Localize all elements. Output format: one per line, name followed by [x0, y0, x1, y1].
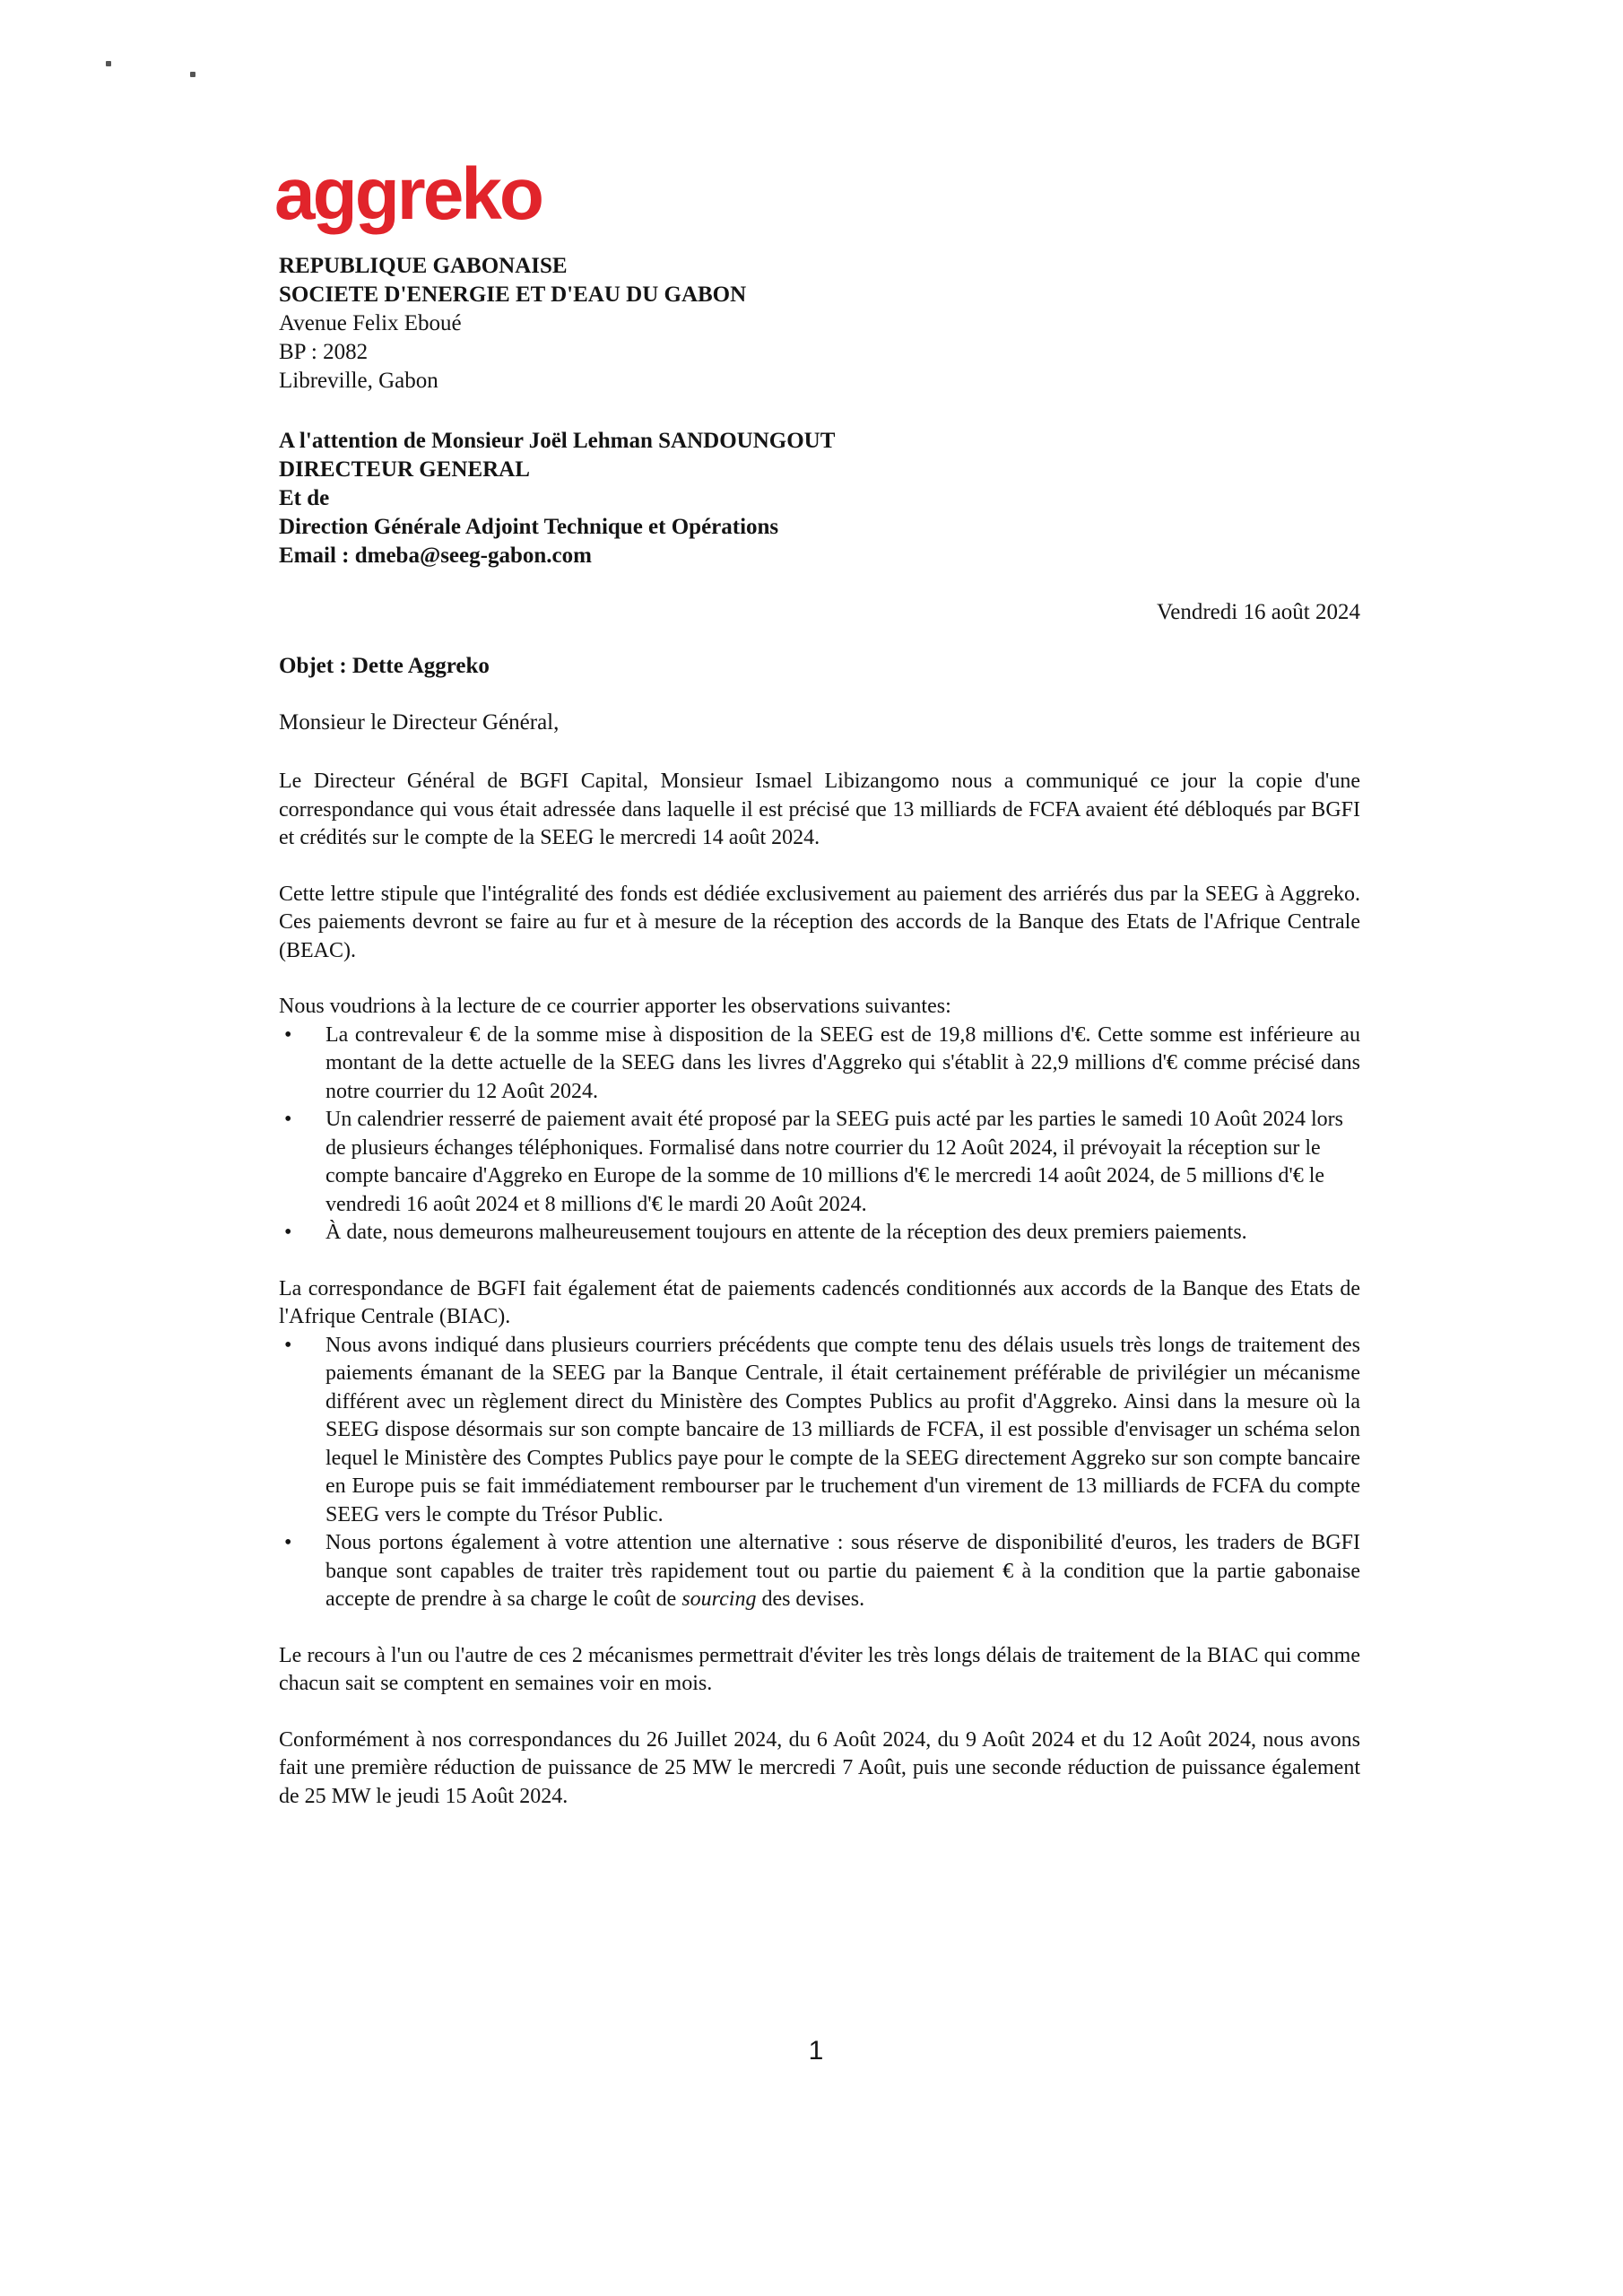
- list-item: • Un calendrier resserré de paiement avait été proposé par la SEEG puis acté par les parties le samedi 10 Août 2024 lors de plusieurs échanges téléphoniques. Formalisé dans notre courrier du 12 Août 2024, il prévoyait la réception sur le compte bancaire d'Aggreko en Europe de la somme de 10 millions d'€ le mercredi 14 août 2024, de 5 millions d'€ le vendredi 16 août 2024 et 8 millions d'€ le mardi 20 Août 2024.: [325, 1106, 1360, 1219]
- attention-line: A l'attention de Monsieur Joël Lehman SANDOUNGOUT: [279, 429, 836, 453]
- mechanisms-list: [279, 1332, 1360, 1614]
- attention-title: DIRECTEUR GENERAL: [279, 457, 530, 482]
- attention-block: [279, 427, 835, 570]
- body-paragraph: Cette lettre stipule que l'intégralité des fonds est dédiée exclusivement au paiement des arriérés dus par la SEEG à Aggreko. Ces paiements devront se faire au fur et à mesure de la réception des accords de la Banque des Etats de l'Afrique Centrale (BEAC).: [279, 882, 1360, 962]
- list-item-text: Nous portons également à votre attention une alternative : sous réserve de disponibilité d'euros, les traders de BGFI banque sont capables de traiter très rapidement tout ou partie du paiement € à la condition que la partie gabonaise accepte de prendre à sa charge le coût de: [325, 1531, 1360, 1611]
- attention-email: Email : dmeba@seeg-gabon.com: [279, 544, 592, 568]
- attention-conjunction: Et de: [279, 486, 330, 510]
- recipient-city: Libreville, Gabon: [279, 369, 438, 393]
- letter-body: [279, 768, 1360, 1839]
- list-item: • Nous avons indiqué dans plusieurs courriers précédents que compte tenu des délais usuels très longs de traitement des paiements émanant de la SEEG par la Banque Centrale, il était certainement préférable de privilégier un mécanisme différent avec un règlement direct du Ministère des Comptes Publics au profit d'Aggreko. Ainsi dans la mesure où la SEEG dispose désormais sur son compte bancaire de 13 milliards de FCFA, il est possible d'envisager un schéma selon lequel le Ministère des Comptes Publics paye pour le compte de la SEEG directement Aggreko sur son compte bancaire en Europe puis se fait immédiatement rembourser par le truchement d'un virement de 13 milliards de FCFA du compte SEEG vers le compte du Trésor Public.: [325, 1332, 1360, 1530]
- letter-subject: Objet : Dette Aggreko: [279, 654, 490, 678]
- observations-list: [279, 1022, 1360, 1248]
- aggreko-logo: aggreko: [274, 153, 542, 235]
- recipient-company: SOCIETE D'ENERGIE ET D'EAU DU GABON: [279, 283, 747, 307]
- body-paragraph: Conformément à nos correspondances du 26 Juillet 2024, du 6 Août 2024, du 9 Août 2024 et du 12 Août 2024, nous avons fait une première réduction de puissance de 25 MW le mercredi 7 Août, puis une seconde réduction de puissance également de 25 MW le jeudi 15 Août 2024.: [279, 1727, 1360, 1808]
- recipient-po-box: BP : 2082: [279, 340, 369, 364]
- list-item-text: des devises.: [756, 1587, 865, 1611]
- salutation: Monsieur le Directeur Général,: [279, 710, 560, 735]
- italic-term: sourcing: [681, 1587, 757, 1611]
- page-number: 1: [808, 2036, 824, 2066]
- body-paragraph: Nous voudrions à la lecture de ce courrier apporter les observations suivantes:: [279, 995, 951, 1018]
- scan-speck: [190, 72, 195, 77]
- attention-department: Direction Générale Adjoint Technique et Opérations: [279, 515, 779, 539]
- recipient-address-block: [279, 252, 746, 396]
- body-paragraph: Le Directeur Général de BGFI Capital, Monsieur Ismael Libizangomo nous a communiqué ce jour la copie d'une correspondance qui vous était adressée dans laquelle il est précisé que 13 milliards de FCFA avaient été débloqués par BGFI et crédités sur le compte de la SEEG le mercredi 14 août 2024.: [279, 770, 1360, 849]
- scan-speck: [106, 61, 111, 66]
- list-item: [325, 1529, 1360, 1614]
- body-paragraph: La correspondance de BGFI fait également état de paiements cadencés conditionnés aux accords de la Banque des Etats de l'Afrique Centrale (BIAC).: [279, 1276, 1360, 1328]
- letter-date: Vendredi 16 août 2024: [1156, 600, 1360, 624]
- list-item: • À date, nous demeurons malheureusement toujours en attente de la réception des deux premiers paiements.: [325, 1219, 1360, 1248]
- recipient-street: Avenue Felix Eboué: [279, 311, 462, 335]
- recipient-country: REPUBLIQUE GABONAISE: [279, 254, 568, 278]
- list-item: • La contrevaleur € de la somme mise à disposition de la SEEG est de 19,8 millions d'€. Cette somme est inférieure au montant de la dette actuelle de la SEEG dans les livres d'Aggreko qui s'établit à 22,9 millions d'€ comme précisé dans notre courrier du 12 Août 2024.: [325, 1022, 1360, 1107]
- body-paragraph: Le recours à l'un ou l'autre de ces 2 mécanismes permettrait d'éviter les très longs délais de traitement de la BIAC qui comme chacun sait se comptent en semaines voir en mois.: [279, 1643, 1360, 1695]
